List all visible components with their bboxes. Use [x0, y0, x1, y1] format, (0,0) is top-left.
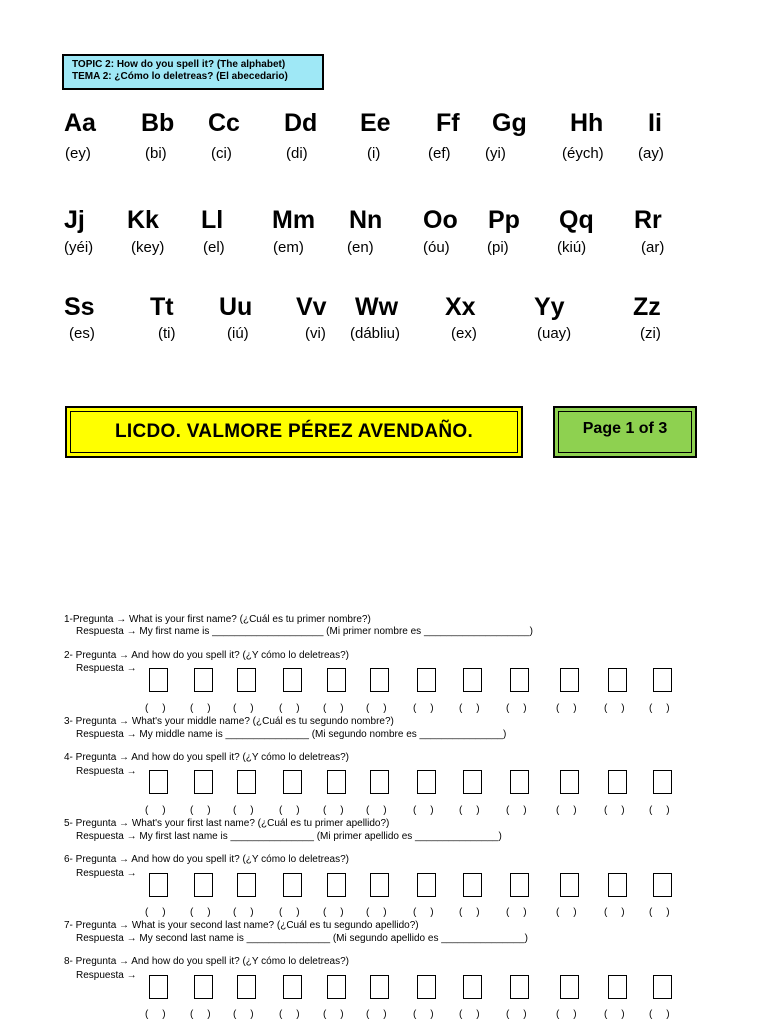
- letter-box[interactable]: [510, 770, 529, 794]
- pronunciation-parentheses: ( ): [366, 805, 387, 816]
- pronunciation-parentheses: ( ): [604, 1009, 625, 1020]
- question-8: 8- Pregunta → And how do you spell it? (¿Y cómo lo deletreas?): [64, 956, 349, 967]
- alphabet-letter: Ww: [355, 293, 399, 321]
- letter-box[interactable]: [327, 770, 346, 794]
- alphabet-pronunciation: (di): [286, 145, 308, 162]
- pronunciation-parentheses: ( ): [506, 907, 527, 918]
- pronunciation-parentheses: ( ): [506, 805, 527, 816]
- pronunciation-parentheses: ( ): [323, 1009, 344, 1020]
- answer-4: Respuesta →: [76, 766, 137, 777]
- alphabet-letter: Bb: [141, 109, 175, 137]
- pronunciation-parentheses: ( ): [649, 805, 670, 816]
- letter-box[interactable]: [149, 975, 168, 999]
- letter-box[interactable]: [283, 975, 302, 999]
- letter-box[interactable]: [653, 668, 672, 692]
- alphabet-pronunciation: (key): [131, 239, 165, 256]
- pronunciation-parentheses: ( ): [604, 907, 625, 918]
- alphabet-pronunciation: (ef): [428, 145, 451, 162]
- alphabet-letter: Uu: [219, 293, 253, 321]
- pronunciation-parentheses: ( ): [323, 703, 344, 714]
- alphabet-letter: Aa: [64, 109, 96, 137]
- alphabet-letter: Ff: [436, 109, 460, 137]
- teacher-name-banner: LICDO. VALMORE PÉREZ AVENDAÑO.: [65, 406, 523, 458]
- pronunciation-parentheses: ( ): [556, 907, 577, 918]
- alphabet-letter: Hh: [570, 109, 604, 137]
- pronunciation-parentheses: ( ): [145, 805, 166, 816]
- pronunciation-parentheses: ( ): [459, 907, 480, 918]
- pronunciation-parentheses: ( ): [190, 703, 211, 714]
- letter-box[interactable]: [283, 873, 302, 897]
- pronunciation-parentheses: ( ): [366, 1009, 387, 1020]
- pronunciation-parentheses: ( ): [279, 1009, 300, 1020]
- alphabet-pronunciation: (uay): [537, 325, 572, 342]
- letter-box[interactable]: [327, 668, 346, 692]
- pronunciation-parentheses: ( ): [233, 703, 254, 714]
- letter-box[interactable]: [510, 668, 529, 692]
- pronunciation-parentheses: ( ): [413, 1009, 434, 1020]
- letter-box[interactable]: [327, 873, 346, 897]
- alphabet-letter: Nn: [349, 206, 383, 234]
- alphabet-letter: Dd: [284, 109, 318, 137]
- letter-box[interactable]: [653, 873, 672, 897]
- alphabet-pronunciation: (yéi): [64, 239, 94, 256]
- alphabet-letter: Gg: [492, 109, 527, 137]
- letter-box[interactable]: [560, 873, 579, 897]
- pronunciation-parentheses: ( ): [604, 703, 625, 714]
- pronunciation-parentheses: ( ): [459, 1009, 480, 1020]
- letter-box[interactable]: [417, 873, 436, 897]
- question-2: 2- Pregunta → And how do you spell it? (¿Y cómo lo deletreas?): [64, 650, 349, 661]
- alphabet-letter: Xx: [445, 293, 476, 321]
- alphabet-pronunciation: (ar): [641, 239, 665, 256]
- question-6: 6- Pregunta → And how do you spell it? (¿Y cómo lo deletreas?): [64, 854, 349, 865]
- answer-1: Respuesta → My first name is ____________________ (Mi primer nombre es ___________________): [76, 626, 533, 637]
- pronunciation-parentheses: ( ): [413, 703, 434, 714]
- alphabet-pronunciation: (em): [273, 239, 304, 256]
- letter-box[interactable]: [370, 770, 389, 794]
- letter-box[interactable]: [417, 770, 436, 794]
- alphabet-letter: Kk: [127, 206, 159, 234]
- question-4: 4- Pregunta → And how do you spell it? (¿Y cómo lo deletreas?): [64, 752, 349, 763]
- letter-box[interactable]: [653, 770, 672, 794]
- letter-box[interactable]: [327, 975, 346, 999]
- letter-box[interactable]: [370, 873, 389, 897]
- pronunciation-parentheses: ( ): [649, 1009, 670, 1020]
- letter-box[interactable]: [608, 668, 627, 692]
- pronunciation-parentheses: ( ): [459, 805, 480, 816]
- answer-7: Respuesta → My second last name is _______________ (Mi segundo apellido es _______________): [76, 933, 528, 944]
- pronunciation-parentheses: ( ): [190, 1009, 211, 1020]
- pronunciation-parentheses: ( ): [366, 703, 387, 714]
- alphabet-letter: Rr: [634, 206, 662, 234]
- question-7: 7- Pregunta → What is your second last name? (¿Cuál es tu segundo apellido?): [64, 920, 419, 931]
- alphabet-pronunciation: (ay): [638, 145, 664, 162]
- pronunciation-parentheses: ( ): [233, 805, 254, 816]
- letter-box[interactable]: [283, 668, 302, 692]
- alphabet-letter: Qq: [559, 206, 594, 234]
- pronunciation-parentheses: ( ): [145, 1009, 166, 1020]
- alphabet-pronunciation: (iú): [227, 325, 249, 342]
- letter-box[interactable]: [510, 975, 529, 999]
- pronunciation-parentheses: ( ): [604, 805, 625, 816]
- question-5: 5- Pregunta → What's your first last name? (¿Cuál es tu primer apellido?): [64, 818, 390, 829]
- alphabet-pronunciation: (éych): [562, 145, 604, 162]
- pronunciation-parentheses: ( ): [556, 703, 577, 714]
- topic-title-english: TOPIC 2: How do you spell it? (The alphabet): [72, 59, 286, 70]
- alphabet-pronunciation: (ex): [451, 325, 477, 342]
- answer-8: Respuesta →: [76, 970, 137, 981]
- pronunciation-parentheses: ( ): [506, 1009, 527, 1020]
- alphabet-pronunciation: (bi): [145, 145, 167, 162]
- alphabet-pronunciation: (vi): [305, 325, 326, 342]
- letter-box[interactable]: [237, 770, 256, 794]
- alphabet-pronunciation: (kiú): [557, 239, 587, 256]
- alphabet-pronunciation: (ci): [211, 145, 232, 162]
- alphabet-pronunciation: (ey): [65, 145, 91, 162]
- pronunciation-parentheses: ( ): [649, 907, 670, 918]
- alphabet-letter: Ll: [201, 206, 224, 234]
- pronunciation-parentheses: ( ): [190, 805, 211, 816]
- alphabet-letter: Oo: [423, 206, 458, 234]
- page-indicator: Page 1 of 3: [553, 406, 697, 458]
- pronunciation-parentheses: ( ): [233, 1009, 254, 1020]
- letter-box[interactable]: [653, 975, 672, 999]
- letter-box[interactable]: [194, 770, 213, 794]
- alphabet-letter: Ss: [64, 293, 95, 321]
- letter-box[interactable]: [194, 668, 213, 692]
- alphabet-pronunciation: (el): [203, 239, 225, 256]
- pronunciation-parentheses: ( ): [323, 805, 344, 816]
- letter-box[interactable]: [149, 770, 168, 794]
- letter-box[interactable]: [417, 975, 436, 999]
- alphabet-pronunciation: (en): [347, 239, 374, 256]
- letter-box[interactable]: [608, 770, 627, 794]
- letter-box[interactable]: [149, 873, 168, 897]
- letter-box[interactable]: [560, 975, 579, 999]
- letter-box[interactable]: [463, 770, 482, 794]
- alphabet-letter: Zz: [633, 293, 661, 321]
- pronunciation-parentheses: ( ): [413, 805, 434, 816]
- pronunciation-parentheses: ( ): [279, 907, 300, 918]
- alphabet-pronunciation: (pi): [487, 239, 509, 256]
- alphabet-letter: Pp: [488, 206, 520, 234]
- alphabet-letter: Mm: [272, 206, 316, 234]
- alphabet-pronunciation: (zi): [640, 325, 661, 342]
- letter-box[interactable]: [560, 770, 579, 794]
- letter-box[interactable]: [608, 975, 627, 999]
- pronunciation-parentheses: ( ): [556, 1009, 577, 1020]
- alphabet-letter: Jj: [64, 206, 85, 234]
- alphabet-pronunciation: (yi): [485, 145, 506, 162]
- alphabet-letter: Yy: [534, 293, 565, 321]
- alphabet-letter: Tt: [150, 293, 174, 321]
- letter-box[interactable]: [370, 668, 389, 692]
- letter-box[interactable]: [283, 770, 302, 794]
- topic-box: [62, 54, 324, 90]
- pronunciation-parentheses: ( ): [279, 805, 300, 816]
- letter-box[interactable]: [463, 873, 482, 897]
- letter-box[interactable]: [237, 668, 256, 692]
- answer-5: Respuesta → My first last name is _______________ (Mi primer apellido es _______________): [76, 831, 502, 842]
- pronunciation-parentheses: ( ): [190, 907, 211, 918]
- pronunciation-parentheses: ( ): [323, 907, 344, 918]
- pronunciation-parentheses: ( ): [279, 703, 300, 714]
- alphabet-pronunciation: (i): [367, 145, 381, 162]
- letter-box[interactable]: [194, 873, 213, 897]
- alphabet-letter: Vv: [296, 293, 327, 321]
- alphabet-pronunciation: (es): [69, 325, 95, 342]
- pronunciation-parentheses: ( ): [366, 907, 387, 918]
- letter-box[interactable]: [463, 668, 482, 692]
- letter-box[interactable]: [370, 975, 389, 999]
- alphabet-letter: Cc: [208, 109, 240, 137]
- answer-6: Respuesta →: [76, 868, 137, 879]
- letter-box[interactable]: [560, 668, 579, 692]
- pronunciation-parentheses: ( ): [556, 805, 577, 816]
- alphabet-pronunciation: (dábliu): [350, 325, 401, 342]
- question-1: 1-Pregunta → What is your first name? (¿Cuál es tu primer nombre?): [64, 614, 371, 625]
- answer-2: Respuesta →: [76, 663, 137, 674]
- alphabet-letter: Ee: [360, 109, 391, 137]
- pronunciation-parentheses: ( ): [145, 907, 166, 918]
- answer-3: Respuesta → My middle name is _______________ (Mi segundo nombre es _______________): [76, 729, 507, 740]
- pronunciation-parentheses: ( ): [233, 907, 254, 918]
- pronunciation-parentheses: ( ): [413, 907, 434, 918]
- alphabet-pronunciation: (óu): [423, 239, 450, 256]
- topic-title-spanish: TEMA 2: ¿Cómo lo deletreas? (El abecedario): [72, 71, 288, 82]
- pronunciation-parentheses: ( ): [145, 703, 166, 714]
- alphabet-letter: Ii: [648, 109, 662, 137]
- pronunciation-parentheses: ( ): [649, 703, 670, 714]
- pronunciation-parentheses: ( ): [506, 703, 527, 714]
- letter-box[interactable]: [608, 873, 627, 897]
- letter-box[interactable]: [510, 873, 529, 897]
- question-3: 3- Pregunta → What's your middle name? (¿Cuál es tu segundo nombre?): [64, 716, 394, 727]
- pronunciation-parentheses: ( ): [459, 703, 480, 714]
- letter-box[interactable]: [149, 668, 168, 692]
- letter-box[interactable]: [194, 975, 213, 999]
- letter-box[interactable]: [237, 975, 256, 999]
- alphabet-pronunciation: (ti): [158, 325, 176, 342]
- letter-box[interactable]: [237, 873, 256, 897]
- letter-box[interactable]: [417, 668, 436, 692]
- letter-box[interactable]: [463, 975, 482, 999]
